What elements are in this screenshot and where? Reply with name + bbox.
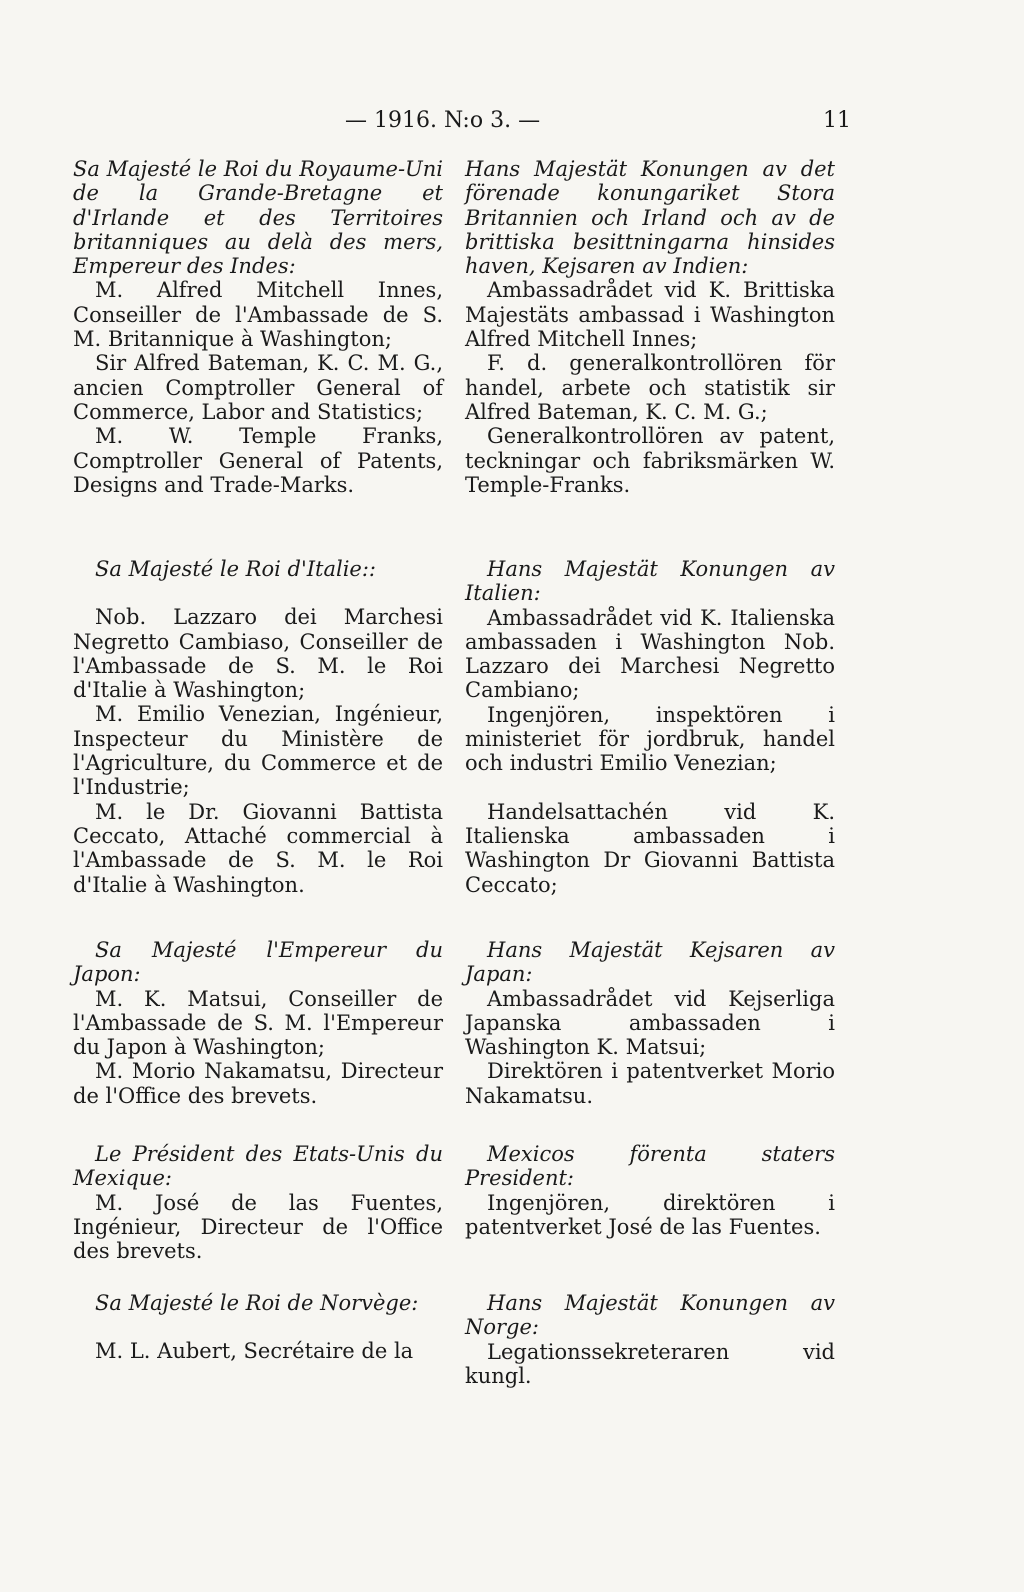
heading-mx-fr: Le Président des Etats-Unis du Mexique: [73,1142,443,1191]
section-gb-sv [465,157,835,497]
para-mx-fr-1: M. José de las Fuentes, Ingénieur, Directeur de l'Office des brevets. [73,1190,443,1264]
para-gb-fr-3: M. W. Temple Franks, Comptroller General of Patents, Designs and Trade-Marks. [73,424,443,497]
section-it-sv [465,557,835,897]
section-mx-fr [73,1142,443,1263]
para-gb-fr-1: M. Alfred Mitchell Innes, Conseiller de l'Ambassade de S. M. Britannique à Washington; [73,278,443,352]
page-number: 11 [823,108,851,133]
para-it-sv-2: Ingenjören, inspektören i ministeriet för jordbruk, handel och industri Emilio Venezian; [465,702,835,776]
heading-no-fr: Sa Majesté le Roi de Norvège: [95,1291,419,1315]
heading-gb-fr: Sa Majesté le Roi du Royaume-Uni de la Grande-Bretagne et d'Irlande et des Territoires britanniques au delà des mers, Empereur des Indes: [73,157,443,279]
para-mx-sv-1: Ingenjören, direktören i patentverket José de las Fuentes. [465,1190,835,1239]
section-no-sv [465,1291,835,1388]
para-gb-sv-2: F. d. generalkontrollören för handel, arbete och statistik sir Alfred Bateman, K. C. M. G.; [465,351,835,424]
para-jp-sv-1: Ambassadrådet vid Kejserliga Japanska ambassaden i Washington K. Matsui; [465,986,835,1060]
para-gb-sv-3: Generalkontrollören av patent, teckningar och fabriksmärken W. Temple-Franks. [465,424,835,497]
section-jp-fr [73,938,443,1108]
para-it-sv-3: Handelsattachén vid K. Italienska ambassaden i Washington Dr Giovanni Battista Ceccato; [465,799,835,897]
para-jp-sv-2: Direktören i patentverket Morio Nakamatsu. [465,1059,835,1108]
running-head: — 1916. N:o 3. — [345,108,541,133]
heading-it-sv: Hans Majestät Konungen av Italien: [465,557,835,606]
para-gb-fr-2: Sir Alfred Bateman, K. C. M. G., ancien Comptroller General of Commerce, Labor and Statistics; [73,351,443,424]
page-header [0,108,1024,138]
heading-it-fr: Sa Majesté le Roi d'Italie:: [95,557,377,581]
para-it-fr-3: M. le Dr. Giovanni Battista Ceccato, Attaché commercial à l'Ambassade de S. M. le Roi d'Italie à Washington. [73,799,443,897]
heading-jp-sv: Hans Majestät Kejsaren av Japan: [465,938,835,987]
para-it-fr-2: M. Emilio Venezian, Ingénieur, Inspecteur du Ministère de l'Agriculture, du Commerce et de l'Industrie; [73,702,443,800]
heading-jp-fr: Sa Majesté l'Empereur du Japon: [73,938,443,987]
heading-mx-sv: Mexicos förenta staters President: [465,1142,835,1191]
para-jp-fr-1: M. K. Matsui, Conseiller de l'Ambassade de S. M. l'Empereur du Japon à Washington; [73,986,443,1060]
section-no-fr [73,1291,443,1364]
para-no-sv-1: Legationssekreteraren vid kungl. [465,1339,835,1388]
section-gb-fr [73,157,443,497]
para-jp-fr-2: M. Morio Nakamatsu, Directeur de l'Office des brevets. [73,1059,443,1108]
heading-gb-sv: Hans Majestät Konungen av det förenade konungariket Stora Britannien och Irland och av de brittiska besittningarna hinsides haven, Kejsaren av Indien: [465,157,835,279]
para-it-sv-1: Ambassadrådet vid K. Italienska ambassaden i Washington Nob. Lazzaro dei Marchesi Negretto Cambiano; [465,605,835,703]
para-no-fr-1: M. L. Aubert, Secrétaire de la [95,1339,414,1364]
section-jp-sv [465,938,835,1108]
para-gb-sv-1: Ambassadrådet vid K. Brittiska Majestäts ambassad i Washington Alfred Mitchell Innes; [465,278,835,352]
section-mx-sv [465,1142,835,1239]
section-it-fr [73,557,443,897]
heading-no-sv: Hans Majestät Konungen av Norge: [465,1291,835,1340]
para-it-fr-1: Nob. Lazzaro dei Marchesi Negretto Cambiaso, Conseiller de l'Ambassade de S. M. le Roi d'Italie à Washington; [73,605,443,703]
